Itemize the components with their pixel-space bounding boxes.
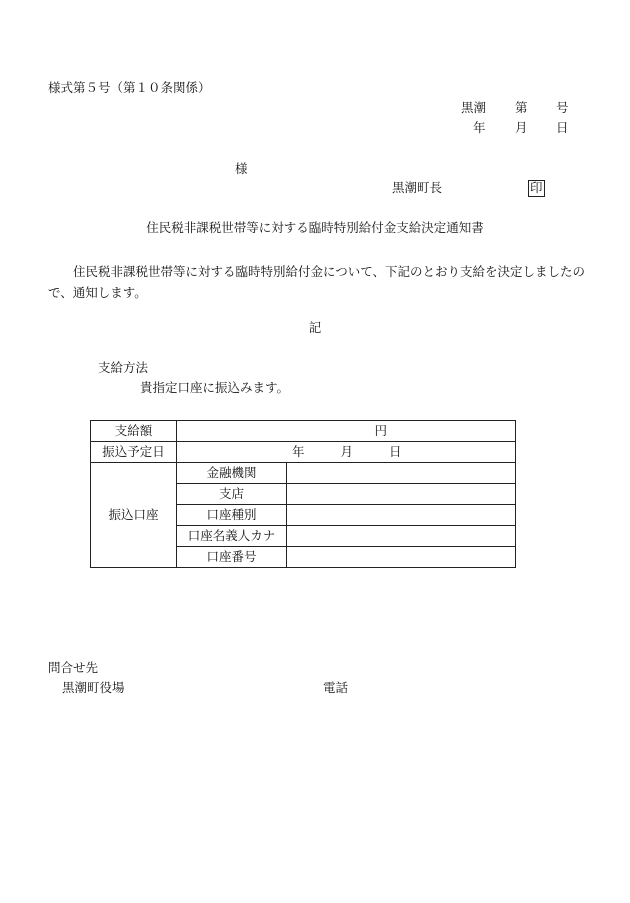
form-number: 様式第５号（第１０条関係）: [48, 80, 211, 95]
account-holder-label: 口座名義人カナ: [177, 526, 287, 547]
document-title: 住民税非課税世帯等に対する臨時特別給付金支給決定通知書: [146, 220, 484, 235]
contact-phone-label: 電話: [323, 680, 349, 695]
table-row: [91, 463, 516, 484]
table-row: [91, 442, 516, 463]
seal-box: 印: [530, 180, 543, 195]
payment-info-table: [90, 420, 516, 568]
contact-heading: 問合せ先: [48, 660, 99, 675]
method-description: 貴指定口座に振込みます。: [140, 380, 290, 395]
date-year: 年: [473, 120, 486, 135]
issuer-title: 黒潮町長: [392, 180, 443, 195]
branch-label: 支店: [177, 484, 287, 505]
date-day: 日: [556, 120, 569, 135]
reference-dai: 第: [515, 100, 528, 115]
account-label: 振込口座: [91, 463, 177, 568]
date-month: 月: [515, 120, 528, 135]
amount-label: 支給額: [91, 421, 177, 442]
account-type-value: [287, 505, 516, 526]
recipient-suffix: 様: [235, 161, 248, 176]
account-number-value: [287, 547, 516, 568]
scheduled-date-value: [177, 442, 516, 463]
account-number-label: 口座番号: [177, 547, 287, 568]
amount-unit: 円: [177, 421, 516, 442]
branch-value: [287, 484, 516, 505]
ki-heading: 記: [308, 320, 322, 335]
account-type-label: 口座種別: [177, 505, 287, 526]
method-heading: 支給方法: [98, 360, 149, 375]
scheduled-day: 日: [388, 443, 402, 459]
scheduled-date-label: 振込予定日: [91, 442, 177, 463]
account-holder-value: [287, 526, 516, 547]
scheduled-month: 月: [340, 443, 353, 459]
contact-office: 黒潮町役場: [62, 680, 125, 695]
table-row: [91, 421, 516, 442]
body-paragraph: 住民税非課税世帯等に対する臨時特別給付金について、下記のとおり支給を決定しましたので、通知します。: [48, 264, 586, 300]
bank-name-label: 金融機関: [177, 463, 287, 484]
reference-go: 号: [556, 100, 569, 115]
scheduled-year: 年: [292, 443, 305, 459]
reference-prefix: 黒潮: [461, 100, 487, 115]
bank-name-value: [287, 463, 516, 484]
